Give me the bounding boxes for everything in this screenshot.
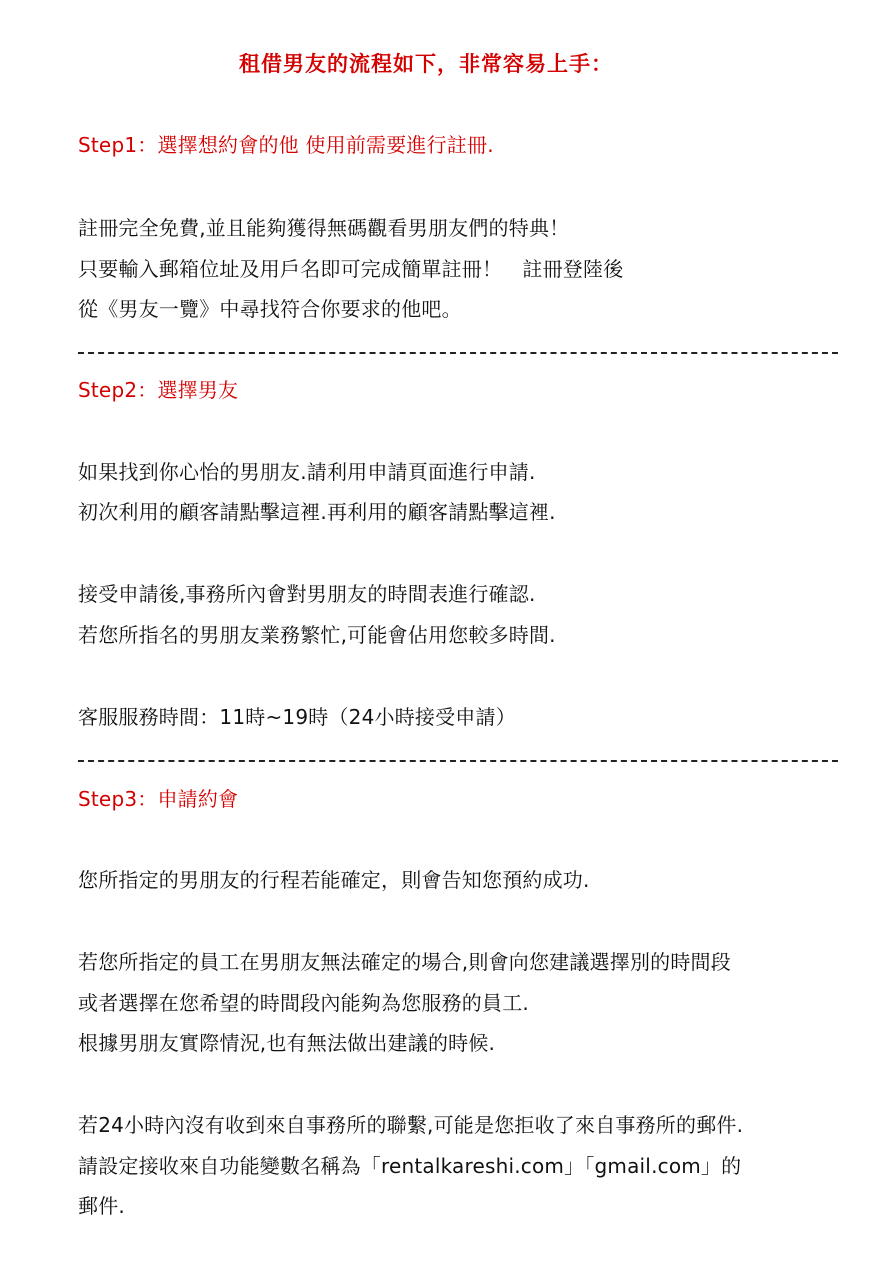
step2-line-2: 初次利用的顧客請點擊這裡.再利用的顧客請點擊這裡. <box>78 500 556 524</box>
step3-line-1: 您所指定的男朋友的行程若能確定，則會告知您預約成功. <box>78 868 590 892</box>
step3-heading: Step3：申請約會 <box>78 787 239 811</box>
step3-line-5: 若24小時內沒有收到來自事務所的聯繫,可能是您拒收了來自事務所的郵件. <box>78 1113 744 1137</box>
step3-line-7: 郵件. <box>78 1194 125 1218</box>
step2-line-1: 如果找到你心怡的男朋友.請利用申請頁面進行申請. <box>78 460 536 484</box>
section-divider-2 <box>78 760 838 762</box>
step1-line-3: 從《男友一覽》中尋找符合你要求的他吧。 <box>78 297 462 321</box>
step3-line-3: 或者選擇在您希望的時間段內能夠為您服務的員工. <box>78 991 529 1015</box>
step1-line-2: 只要輸入郵箱位址及用戶名即可完成簡單註冊！ 註冊登陸後 <box>78 257 624 281</box>
step2-heading: Step2：選擇男友 <box>78 378 239 402</box>
step1-line-1: 註冊完全免費,並且能夠獲得無碼觀看男朋友們的特典！ <box>78 216 570 240</box>
step3-line-2: 若您所指定的員工在男朋友無法確定的場合,則會向您建議選擇別的時間段 <box>78 950 731 974</box>
step3-line-6: 請設定接收來自功能變數名稱為「rentalkareshi.com」「gmail.com」的 <box>78 1154 742 1178</box>
step1-heading: Step1：選擇想約會的他 使用前需要進行註冊. <box>78 133 494 157</box>
step2-line-4: 若您所指名的男朋友業務繁忙,可能會佔用您較多時間. <box>78 623 556 647</box>
step2-line-3: 接受申請後,事務所內會對男朋友的時間表進行確認. <box>78 582 536 606</box>
page-title: 租借男友的流程如下，非常容易上手： <box>239 52 613 76</box>
step3-line-4: 根據男朋友實際情況,也有無法做出建議的時候. <box>78 1031 496 1055</box>
section-divider-1 <box>78 352 838 354</box>
service-hours: 客服服務時間：11時~19時（24小時接受申請） <box>78 705 516 729</box>
